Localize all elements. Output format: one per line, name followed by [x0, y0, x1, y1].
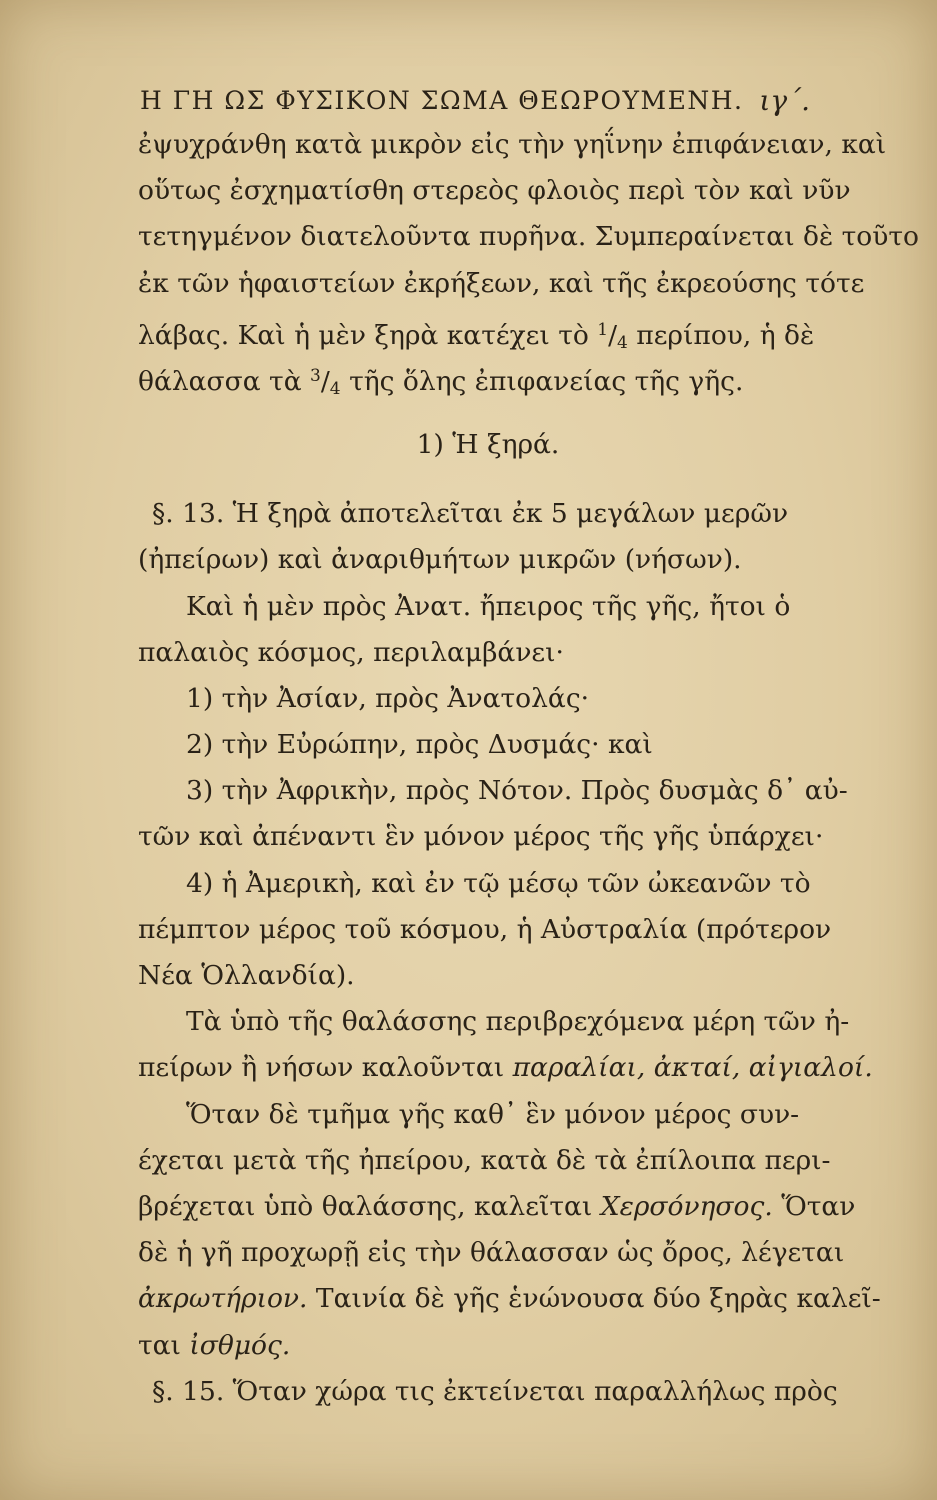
running-title: Η ΓΗ ΩΣ ΦΥΣΙΚΟΝ ΣΩΜΑ ΘΕΩΡΟΥΜΕΝΗ.: [140, 86, 744, 115]
paragraph-start: Τὰ ὑπὸ τῆς θαλάσσης περιβρεχόμενα μέρη τῶν ἠ-: [186, 1006, 850, 1038]
text-line: ἐψυχράνθη κατὰ μικρὸν εἰς τὴν γηΐνην ἐπιφάνειαν, καὶ: [138, 129, 887, 160]
text-line: [138, 1276, 881, 1322]
page-header: [140, 86, 810, 126]
text-line: τῶν καὶ ἀπέναντι ἓν μόνον μέρος τῆς γῆς ὑπάρχει·: [138, 821, 824, 853]
italic-term: Χερσόνησος.: [600, 1190, 773, 1222]
text-line: δὲ ἡ γῆ προχωρῇ εἰς τὴν θάλασσαν ὡς ὄρος, λέγεται: [138, 1237, 845, 1269]
text-line: λάβας. Καὶ ἡ μὲν ξηρὰ κατέχει τὸ $^1$/4 περίπου, ἡ δὲ: [138, 319, 815, 353]
text-fragment: Ταινία δὲ γῆς ἑνώνουσα δύο ξηρὰς καλεῖ-: [315, 1283, 881, 1315]
text-line: (ἠπείρων) καὶ ἀναριθμήτων μικρῶν (νήσων).: [138, 544, 742, 576]
fraction-numerator: 3: [310, 365, 321, 386]
list-item: 4) ἡ Ἀμερικὴ, καὶ ἐν τῷ μέσῳ τῶν ὠκεανῶν τὸ: [186, 867, 811, 899]
paragraph-start: Ὅταν δὲ τμῆμα γῆς καθ᾽ ἓν μόνον μέρος συν-: [186, 1098, 800, 1130]
paragraph-start: §. 15. Ὅταν χώρα τις ἐκτείνεται παραλλήλως πρὸς: [152, 1375, 838, 1407]
text-line: θάλασσα τὰ $^3$/4 τῆς ὅλης ἐπιφανείας τῆς γῆς.: [138, 365, 744, 399]
text-fragment: πείρων ἢ νήσων καλοῦνται: [138, 1052, 505, 1084]
list-item: 3) τὴν Ἀφρικὴν, πρὸς Νότον. Πρὸς δυσμὰς δ᾽ αὐ-: [186, 775, 848, 807]
text-line: έχεται μετὰ τῆς ἠπείρου, κατὰ δὲ τὰ ἐπίλοιπα περι-: [138, 1144, 831, 1176]
fraction-numerator: 1: [597, 319, 609, 340]
text-fragment: Ὅταν: [781, 1190, 856, 1222]
italic-term: ἀκρωτήριον.: [138, 1283, 308, 1315]
paragraph-start: §. 13. Ἡ ξηρὰ ἀποτελεῖται ἐκ 5 μεγάλων μερῶν: [152, 498, 789, 530]
fraction-denominator: 4: [617, 332, 628, 353]
page-number: ιγ΄.: [759, 84, 810, 117]
section-heading: 1) Ἡ ξηρά.: [416, 429, 560, 461]
text-fragment: ται: [138, 1329, 181, 1361]
text-line: [138, 1045, 873, 1091]
italic-term: ἰσθμός.: [189, 1329, 291, 1361]
text-line: παλαιὸς κόσμος, περιλαμβάνει·: [138, 636, 564, 668]
text-fragment: λάβας. Καὶ ἡ μὲν ξηρὰ κατέχει τὸ: [138, 319, 589, 351]
text-line: ἐκ τῶν ἡφαιστείων ἐκρήξεων, καὶ τῆς ἐκρεούσης τότε: [138, 267, 865, 299]
list-item: 1) τὴν Ἀσίαν, πρὸς Ἀνατολάς·: [186, 682, 590, 714]
paragraph-start: Καὶ ἡ μὲν πρὸς Ἀνατ. ἤπειρος τῆς γῆς, ἤτοι ὁ: [186, 590, 791, 622]
text-line: Νέα Ὁλλανδία).: [138, 960, 355, 991]
text-line: τετηγμένον διατελοῦντα πυρῆνα. Συμπεραίνεται δὲ τοῦτο: [138, 221, 919, 253]
body-text: [138, 122, 919, 1415]
fraction-denominator: 4: [329, 378, 341, 399]
text-line: [138, 1323, 798, 1369]
italic-term: παραλίαι, ἀκταί, αἰγιαλοί.: [512, 1052, 873, 1084]
list-item: 2) τὴν Εὐρώπην, πρὸς Δυσμάς· καὶ: [186, 729, 653, 761]
text-line: πέμπτον μέρος τοῦ κόσμου, ἡ Αὐστραλία (πρότερον: [138, 913, 832, 945]
text-fragment: τῆς ὅλης ἐπιφανείας τῆς γῆς.: [349, 365, 744, 397]
text-line: [138, 1184, 856, 1230]
text-line: οὕτως ἐσχηματίσθη στερεὸς φλοιὸς περὶ τὸν καὶ νῦν: [138, 175, 851, 207]
text-fragment: θάλασσα τὰ: [138, 365, 302, 397]
text-fragment: περίπου, ἡ δὲ: [636, 319, 815, 351]
text-fragment: βρέχεται ὑπὸ θαλάσσης, καλεῖται: [138, 1190, 593, 1222]
